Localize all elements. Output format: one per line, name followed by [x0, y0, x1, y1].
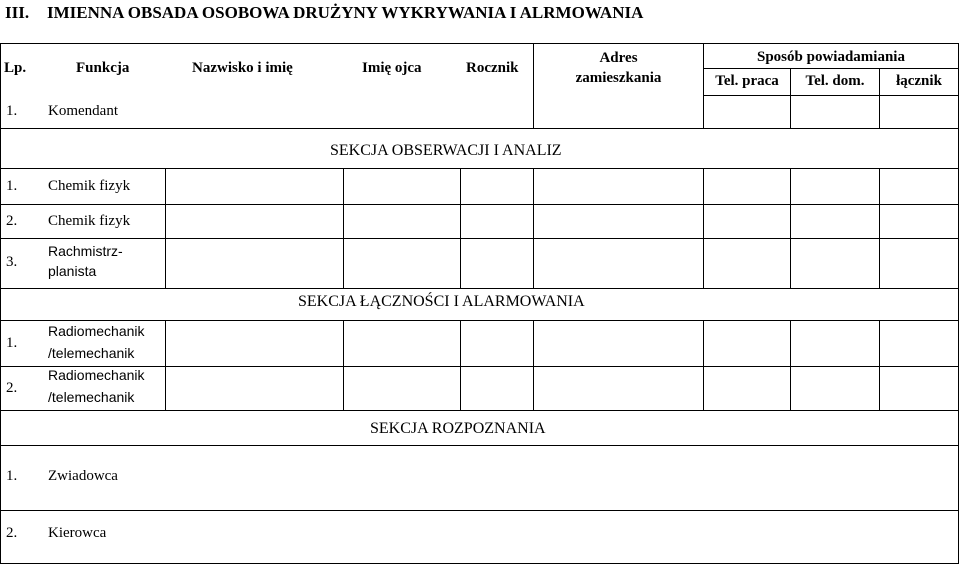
- row-line: [0, 288, 959, 289]
- document-title: [5, 3, 643, 23]
- header-nazwisko: Nazwisko i imię: [192, 60, 293, 76]
- row-line: [0, 204, 959, 205]
- row-line: [0, 128, 959, 129]
- row-radio1-funkcja-1: Radiomechanik: [48, 323, 145, 339]
- row-kierowca-lp: 2.: [6, 525, 18, 541]
- row-line: [0, 168, 959, 169]
- row-line: [0, 238, 959, 239]
- column-line: [703, 320, 704, 410]
- header-rocznik: Rocznik: [466, 60, 519, 76]
- header-adres: Adres: [599, 50, 638, 66]
- column-line: [460, 168, 461, 288]
- header-tel-dom: Tel. dom.: [805, 73, 865, 89]
- column-line: [343, 168, 344, 288]
- header-lacznik: łącznik: [896, 73, 942, 89]
- row-zwiadowca-lp: 1.: [6, 468, 18, 484]
- row-rachmistrz-funkcja-1: Rachmistrz-: [48, 243, 123, 259]
- column-line: [879, 320, 880, 410]
- title-number: III.: [5, 3, 30, 22]
- row-chemik2-funkcja: Chemik fizyk: [48, 213, 131, 229]
- column-line: [533, 168, 534, 288]
- section-rozpoznania: SEKCJA ROZPOZNANIA: [370, 420, 546, 437]
- row-komendant-funkcja: Komendant: [48, 103, 118, 119]
- row-line: [0, 445, 959, 446]
- column-line: [460, 320, 461, 410]
- column-line: [165, 320, 166, 410]
- header-bottom-line: [703, 95, 959, 96]
- column-line: [790, 320, 791, 410]
- row-rachmistrz-lp: 3.: [6, 254, 18, 270]
- column-line: [533, 320, 534, 410]
- row-radio2-funkcja-1: Radiomechanik: [48, 367, 145, 383]
- row-line: [0, 510, 959, 511]
- row-radio2-funkcja-2: /telemechanik: [48, 389, 135, 405]
- header-tel-praca: Tel. praca: [715, 73, 779, 89]
- section-obserwacji: SEKCJA OBSERWACJI I ANALIZ: [330, 142, 562, 159]
- row-rachmistrz-funkcja-2: planista: [48, 263, 97, 279]
- header-zamieszkania: zamieszkania: [575, 70, 662, 86]
- row-zwiadowca-funkcja: Zwiadowca: [48, 468, 118, 484]
- section-lacznosci: SEKCJA ŁĄCZNOŚCI I ALARMOWANIA: [298, 293, 585, 310]
- row-kierowca-funkcja: Kierowca: [48, 525, 107, 541]
- column-line: [703, 168, 704, 288]
- row-chemik1-funkcja: Chemik fizyk: [48, 178, 131, 194]
- table-top-border: [0, 43, 959, 44]
- header-sposob-powiadamiania: Sposób powiadamiania: [757, 49, 905, 65]
- row-radio1-lp: 1.: [6, 335, 18, 351]
- column-line: [165, 168, 166, 288]
- header-split-line: [703, 68, 959, 69]
- column-line: [790, 168, 791, 288]
- row-chemik2-lp: 2.: [6, 213, 18, 229]
- row-radio1-funkcja-2: /telemechanik: [48, 345, 135, 361]
- column-line: [343, 320, 344, 410]
- row-radio2-lp: 2.: [6, 380, 18, 396]
- title-text: IMIENNA OBSADA OSOBOWA DRUŻYNY WYKRYWANIA I ALRMOWANIA: [47, 3, 644, 22]
- row-line: [0, 320, 959, 321]
- header-imie-ojca: Imię ojca: [362, 60, 422, 76]
- header-lp: Lp.: [4, 60, 27, 76]
- header-funkcja: Funkcja: [76, 60, 130, 76]
- row-chemik1-lp: 1.: [6, 178, 18, 194]
- row-line: [0, 410, 959, 411]
- row-komendant-lp: 1.: [6, 103, 18, 119]
- column-line: [879, 168, 880, 288]
- table-left-border: [0, 43, 1, 564]
